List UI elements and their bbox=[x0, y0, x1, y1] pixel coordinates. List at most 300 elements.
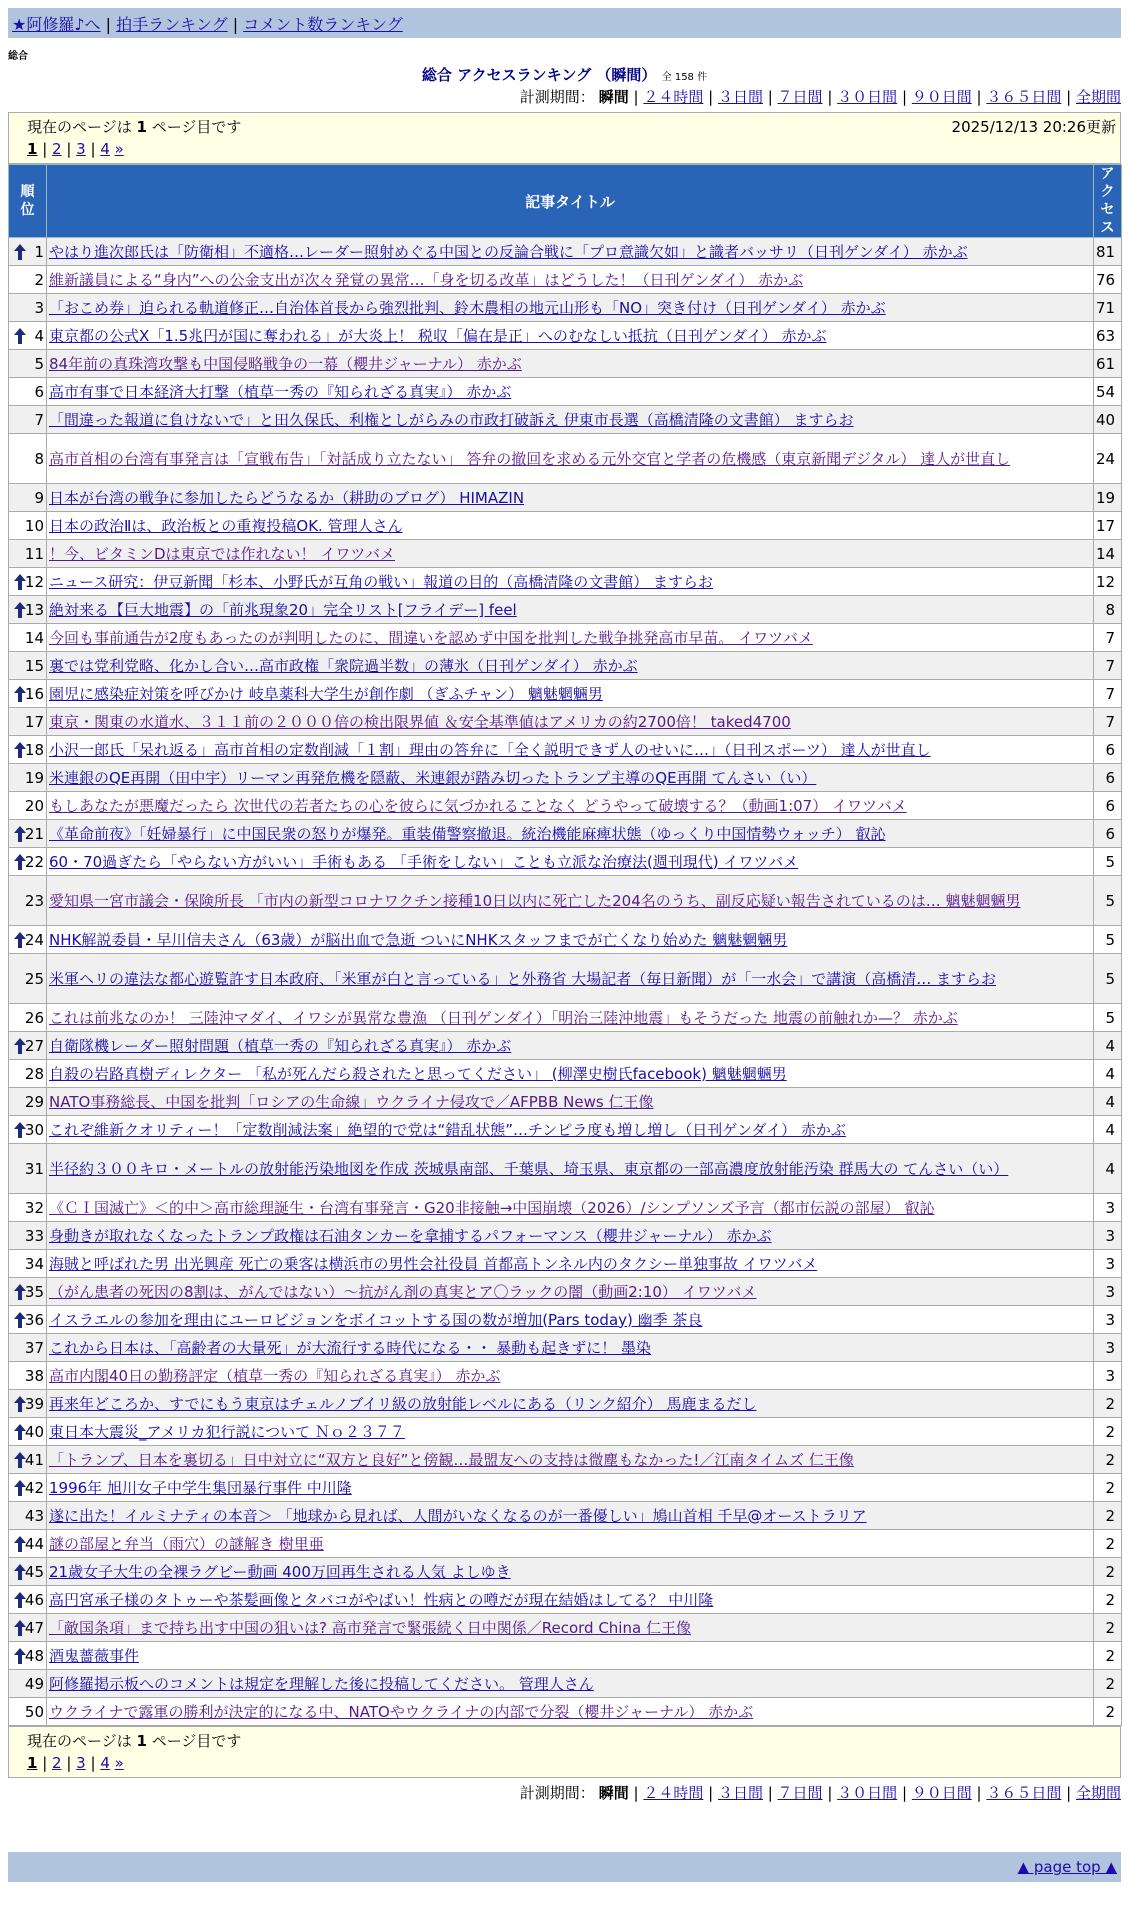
rank-cell bbox=[9, 1418, 47, 1446]
article-link[interactable]: NHK解説委員・早川信夫さん（63歳）が脳出血で急逝 ついにNHKスタッフまでが亡くなり始めた 魑魅魍魎男 bbox=[49, 930, 788, 949]
title-cell bbox=[47, 1362, 1094, 1390]
rank-number: 9 bbox=[34, 488, 44, 507]
rank-number: 15 bbox=[24, 656, 44, 675]
table-row bbox=[9, 1334, 1122, 1362]
article-link[interactable]: 日本の政治Ⅱは、政治板との重複投稿OK. 管理人さん bbox=[49, 516, 403, 535]
pager-link[interactable]: 4 bbox=[100, 1754, 110, 1772]
title-cell bbox=[47, 1088, 1094, 1116]
period-link[interactable]: ２４時間 bbox=[643, 88, 704, 106]
table-row bbox=[9, 1614, 1122, 1642]
access-count: 7 bbox=[1094, 680, 1122, 708]
period-current: 瞬間 bbox=[598, 88, 629, 106]
item-count: 全 158 件 bbox=[661, 72, 708, 83]
rank-number: 2 bbox=[34, 270, 44, 289]
article-link[interactable]: 絶対来る【巨大地震】の「前兆現象20」完全リスト[フライデー] feel bbox=[49, 600, 517, 619]
rank-number: 30 bbox=[24, 1120, 44, 1139]
access-count: 6 bbox=[1094, 736, 1122, 764]
footer-bar bbox=[8, 1852, 1121, 1882]
rank-up-arrow-icon bbox=[14, 1564, 26, 1580]
period-separator: | bbox=[897, 88, 912, 106]
rank-cell bbox=[9, 1502, 47, 1530]
table-row bbox=[9, 1530, 1122, 1558]
table-row bbox=[9, 1060, 1122, 1088]
rank-cell bbox=[9, 434, 47, 484]
rank-number: 7 bbox=[34, 410, 44, 429]
rank-number: 14 bbox=[24, 628, 44, 647]
rank-up-arrow-icon bbox=[14, 1284, 26, 1300]
access-count: 3 bbox=[1094, 1222, 1122, 1250]
access-count: 2 bbox=[1094, 1642, 1122, 1670]
rank-cell bbox=[9, 1670, 47, 1698]
access-count: 3 bbox=[1094, 1306, 1122, 1334]
article-link[interactable]: 「敵国条項」まで持ち出す中国の狙いは? 高市発言で緊張続く日中関係／Record China 仁王像 bbox=[49, 1618, 691, 1637]
article-link[interactable]: 今回も事前通告が2度もあったのが判明したのに、間違いを認めず中国を批判した戦争挑発高市早苗。 イワツバメ bbox=[49, 628, 813, 647]
rank-number: 28 bbox=[24, 1064, 44, 1083]
rank-number: 11 bbox=[24, 544, 44, 563]
article-link[interactable]: 半径約３００キロ・メートルの放射能汚染地図を作成 茨城県南部、千葉県、埼玉県、東京都の一部高濃度放射能汚染 群馬大の てんさい（い） bbox=[49, 1159, 1009, 1178]
top-nav-bar bbox=[8, 8, 1121, 38]
title-cell bbox=[47, 540, 1094, 568]
rank-cell bbox=[9, 1278, 47, 1306]
pager-separator: | bbox=[61, 140, 77, 158]
rank-cell bbox=[9, 294, 47, 322]
rank-cell bbox=[9, 1222, 47, 1250]
title-cell bbox=[47, 624, 1094, 652]
rank-up-arrow-icon bbox=[14, 1536, 26, 1552]
access-count: 2 bbox=[1094, 1502, 1122, 1530]
period-separator: | bbox=[703, 1784, 718, 1802]
rank-up-arrow-icon bbox=[14, 1480, 26, 1496]
title-cell bbox=[47, 792, 1094, 820]
rank-up-arrow-icon bbox=[14, 1424, 26, 1440]
table-row bbox=[9, 708, 1122, 736]
article-link[interactable]: 高市首相の台湾有事発言は「宣戦布告」「対話成り立たない」 答弁の撤回を求める元外交官と学者の危機感（東京新聞デジタル） 達人が世直し bbox=[49, 449, 1011, 468]
period-link[interactable]: ３０日間 bbox=[837, 88, 898, 106]
article-link[interactable]: 高市内閣40日の勤務評定（植草一秀の『知られざる真実』） 赤かぶ bbox=[49, 1366, 501, 1385]
access-count: 17 bbox=[1094, 512, 1122, 540]
access-count: 81 bbox=[1094, 238, 1122, 266]
table-row bbox=[9, 596, 1122, 624]
header-access: アクセス bbox=[1094, 165, 1122, 238]
period-link[interactable]: ３６５日間 bbox=[986, 1784, 1062, 1802]
title-cell bbox=[47, 1194, 1094, 1222]
period-label: 計測期間： bbox=[519, 88, 595, 106]
rank-number: 35 bbox=[24, 1282, 44, 1301]
rank-number: 3 bbox=[34, 298, 44, 317]
page-status: 現在のページは 1 ページ目です bbox=[27, 1732, 242, 1750]
access-count: 71 bbox=[1094, 294, 1122, 322]
table-row bbox=[9, 1670, 1122, 1698]
period-link[interactable]: ２４時間 bbox=[643, 1784, 704, 1802]
access-count: 61 bbox=[1094, 350, 1122, 378]
title-cell bbox=[47, 568, 1094, 596]
table-row bbox=[9, 1222, 1122, 1250]
rank-cell bbox=[9, 1614, 47, 1642]
title-cell bbox=[47, 1032, 1094, 1060]
table-row bbox=[9, 1418, 1122, 1446]
table-row bbox=[9, 294, 1122, 322]
article-link[interactable]: 21歳女子大生の全裸ラグビー動画 400万回再生される人気 よしゆき bbox=[49, 1562, 511, 1581]
title-cell bbox=[47, 1306, 1094, 1334]
article-link[interactable]: 阿修羅掲示板へのコメントは規定を理解した後に投稿してください。 管理人さん bbox=[49, 1674, 594, 1693]
access-count: 3 bbox=[1094, 1334, 1122, 1362]
period-link[interactable]: 全期間 bbox=[1075, 88, 1121, 106]
rank-number: 41 bbox=[24, 1450, 44, 1469]
article-link[interactable]: 84年前の真珠湾攻撃も中国侵略戦争の一幕（櫻井ジャーナル） 赤かぶ bbox=[49, 354, 522, 373]
period-separator: | bbox=[703, 88, 718, 106]
rank-cell bbox=[9, 652, 47, 680]
article-link[interactable]: イスラエルの参加を理由にユーロビジョンをボイコットする国の数が増加(Pars today) 幽季 茶良 bbox=[49, 1310, 703, 1329]
article-link[interactable]: 高市有事で日本経済大打撃（植草一秀の『知られざる真実』） 赤かぶ bbox=[49, 382, 512, 401]
pager-separator: | bbox=[85, 140, 101, 158]
article-link[interactable]: 身動きが取れなくなったトランプ政権は石油タンカーを拿捕するパフォーマンス（櫻井ジャーナル） 赤かぶ bbox=[49, 1226, 772, 1245]
article-link[interactable]: 自衛隊機レーダー照射問題（植草一秀の『知られざる真実』） 赤かぶ bbox=[49, 1036, 512, 1055]
rank-number: 48 bbox=[24, 1646, 44, 1665]
table-row bbox=[9, 1194, 1122, 1222]
access-count: 5 bbox=[1094, 848, 1122, 876]
title-cell bbox=[47, 1586, 1094, 1614]
title-cell bbox=[47, 322, 1094, 350]
access-count: 4 bbox=[1094, 1116, 1122, 1144]
title-cell bbox=[47, 1144, 1094, 1194]
rank-number: 17 bbox=[24, 712, 44, 731]
rank-cell bbox=[9, 954, 47, 1004]
rank-cell bbox=[9, 736, 47, 764]
access-count: 2 bbox=[1094, 1446, 1122, 1474]
rank-number: 16 bbox=[24, 684, 44, 703]
access-count: 2 bbox=[1094, 1586, 1122, 1614]
rank-number: 36 bbox=[24, 1310, 44, 1329]
header-rank: 順位 bbox=[9, 165, 47, 238]
article-link[interactable]: ニュース研究：伊豆新聞「杉本、小野氏が互角の戦い」報道の目的（高橋清隆の文書館） ますらお bbox=[49, 572, 714, 591]
rank-number: 21 bbox=[24, 824, 44, 843]
rank-number: 4 bbox=[34, 326, 44, 345]
title-cell bbox=[47, 1390, 1094, 1418]
article-link[interactable]: 東日本大震災_アメリカ犯行説について Ｎｏ２３７７ bbox=[49, 1422, 405, 1441]
article-link[interactable]: もしあなたが悪魔だったら 次世代の若者たちの心を彼らに気づかれることなく どうやって破壊する？（動画1:07） イワツバメ bbox=[49, 796, 907, 815]
article-link[interactable]: 維新議員による“身内”への公金支出が次々発覚の異常…「身を切る改革」はどうした！（日刊ゲンダイ） 赤かぶ bbox=[49, 270, 804, 289]
table-row bbox=[9, 1088, 1122, 1116]
period-selector-top bbox=[520, 86, 1121, 107]
pager-separator: | bbox=[85, 1754, 101, 1772]
rank-cell bbox=[9, 1306, 47, 1334]
rank-cell bbox=[9, 708, 47, 736]
table-row bbox=[9, 1446, 1122, 1474]
access-count: 6 bbox=[1094, 764, 1122, 792]
title-cell bbox=[47, 512, 1094, 540]
title-cell bbox=[47, 1502, 1094, 1530]
rank-cell bbox=[9, 624, 47, 652]
page-info-bottom bbox=[8, 1726, 1121, 1778]
period-current: 瞬間 bbox=[598, 1784, 629, 1802]
title-cell bbox=[47, 378, 1094, 406]
article-link[interactable]: 小沢一郎氏「呆れ返る」高市首相の定数削減「１割」理由の答弁に「全く説明できず人のせいに…」（日刊スポーツ） 達人が世直し bbox=[49, 740, 931, 759]
title-cell bbox=[47, 820, 1094, 848]
article-link[interactable]: 1996年 旭川女子中学生集団暴行事件 中川隆 bbox=[49, 1478, 352, 1497]
rank-cell bbox=[9, 1144, 47, 1194]
rank-number: 27 bbox=[24, 1036, 44, 1055]
title-cell bbox=[47, 1060, 1094, 1088]
title-cell bbox=[47, 266, 1094, 294]
period-link[interactable]: ７日間 bbox=[777, 1784, 823, 1802]
title-cell bbox=[47, 736, 1094, 764]
title-cell bbox=[47, 1670, 1094, 1698]
title-cell bbox=[47, 434, 1094, 484]
table-row bbox=[9, 238, 1122, 266]
period-separator: | bbox=[822, 88, 838, 106]
access-count: 7 bbox=[1094, 708, 1122, 736]
rank-number: 46 bbox=[24, 1590, 44, 1609]
rank-number: 23 bbox=[24, 891, 44, 910]
title-cell bbox=[47, 1614, 1094, 1642]
article-link[interactable]: 「おこめ券」迫られる軌道修正…自治体首長から強烈批判、鈴木農相の地元山形も「NO」突き付け（日刊ゲンダイ） 赤かぶ bbox=[49, 298, 886, 317]
table-row bbox=[9, 1586, 1122, 1614]
ranking-title-row bbox=[0, 64, 1129, 85]
rank-up-arrow-icon bbox=[14, 854, 26, 870]
title-cell bbox=[47, 926, 1094, 954]
pager-link[interactable]: 4 bbox=[100, 140, 110, 158]
rank-number: 33 bbox=[24, 1226, 44, 1245]
period-separator: | bbox=[971, 1784, 987, 1802]
access-count: 4 bbox=[1094, 1144, 1122, 1194]
period-link[interactable]: ３６５日間 bbox=[986, 88, 1062, 106]
article-link[interactable]: NATO事務総長、中国を批判「ロシアの生命線」ウクライナ侵攻で／AFPBB News 仁王像 bbox=[49, 1092, 654, 1111]
article-link[interactable]: 裏では党利党略、化かし合い…高市政権「衆院過半数」の薄氷（日刊ゲンダイ） 赤かぶ bbox=[49, 656, 638, 675]
article-link[interactable]: 《革命前夜》「妊婦暴行」に中国民衆の怒りが爆発。重装備警察撤退。統治機能麻痺状態（ゆっくり中国情勢ウォッチ） 叡訫 bbox=[49, 824, 886, 843]
pager-next[interactable]: » bbox=[114, 140, 124, 158]
rank-number: 25 bbox=[24, 969, 44, 988]
rank-up-arrow-icon bbox=[14, 1038, 26, 1054]
rank-up-arrow-icon bbox=[14, 1620, 26, 1636]
access-count: 2 bbox=[1094, 1530, 1122, 1558]
rank-up-arrow-icon bbox=[14, 574, 26, 590]
article-link[interactable]: 60・70過ぎたら「やらない方がいい」手術もある 「手術をしない」ことも立派な治療法(週刊現代) イワツバメ bbox=[49, 852, 799, 871]
rank-cell bbox=[9, 1334, 47, 1362]
clap-ranking-link[interactable]: 拍手ランキング bbox=[116, 15, 228, 34]
title-cell bbox=[47, 1558, 1094, 1586]
title-cell bbox=[47, 1222, 1094, 1250]
table-row bbox=[9, 848, 1122, 876]
table-row bbox=[9, 1390, 1122, 1418]
title-cell bbox=[47, 1698, 1094, 1726]
title-cell bbox=[47, 484, 1094, 512]
rank-cell bbox=[9, 926, 47, 954]
pager-link[interactable]: 3 bbox=[76, 1754, 86, 1772]
period-separator: | bbox=[1061, 88, 1076, 106]
table-row bbox=[9, 1004, 1122, 1032]
access-count: 5 bbox=[1094, 926, 1122, 954]
rank-cell bbox=[9, 764, 47, 792]
home-link[interactable]: ★阿修羅♪へ bbox=[12, 15, 101, 34]
table-row bbox=[9, 1306, 1122, 1334]
rank-number: 45 bbox=[24, 1562, 44, 1581]
article-link[interactable]: 愛知県一宮市議会・保険所長 「市内の新型コロナワクチン接種10日以内に死亡した204名のうち、副反応疑い報告されているのは… 魑魅魍魎男 bbox=[49, 891, 1021, 910]
ranking-table bbox=[8, 164, 1122, 1726]
period-link[interactable]: ３０日間 bbox=[837, 1784, 898, 1802]
article-link[interactable]: 遂に出た！イルミナティの本音＞ 「地球から見れば、人間がいなくなるのが一番優しい」鳩山首相 千早@オーストラリア bbox=[49, 1506, 867, 1525]
article-link[interactable]: これぞ維新クオリティー！「定数削減法案」絶望的で党は“錯乱状態”…チンピラ度も増し増し（日刊ゲンダイ） 赤かぶ bbox=[49, 1120, 846, 1139]
title-cell bbox=[47, 238, 1094, 266]
period-link[interactable]: ９０日間 bbox=[911, 1784, 972, 1802]
table-row bbox=[9, 652, 1122, 680]
rank-up-arrow-icon bbox=[14, 244, 26, 260]
article-link[interactable]: 謎の部屋と弁当（雨穴）の謎解き 樹里亜 bbox=[49, 1534, 324, 1553]
rank-cell bbox=[9, 1446, 47, 1474]
access-count: 7 bbox=[1094, 624, 1122, 652]
table-row bbox=[9, 1502, 1122, 1530]
title-cell bbox=[47, 1446, 1094, 1474]
article-link[interactable]: 海賊と呼ばれた男 出光興産 死亡の乗客は横浜市の男性会社役員 首都高トンネル内のタクシー単独事故 イワツバメ bbox=[49, 1254, 818, 1273]
access-count: 3 bbox=[1094, 1250, 1122, 1278]
pager-next[interactable]: » bbox=[114, 1754, 124, 1772]
table-row bbox=[9, 1474, 1122, 1502]
rank-up-arrow-icon bbox=[14, 686, 26, 702]
rank-cell bbox=[9, 406, 47, 434]
title-cell bbox=[47, 1530, 1094, 1558]
period-link[interactable]: ９０日間 bbox=[911, 88, 972, 106]
pager-separator: | bbox=[37, 1754, 53, 1772]
pager-link[interactable]: 3 bbox=[76, 140, 86, 158]
article-link[interactable]: ！今、ビタミンDは東京では作れない！ イワツバメ bbox=[49, 544, 396, 563]
table-row bbox=[9, 568, 1122, 596]
access-count: 24 bbox=[1094, 434, 1122, 484]
title-cell bbox=[47, 1250, 1094, 1278]
table-row bbox=[9, 736, 1122, 764]
pager-current[interactable]: 1 bbox=[27, 1754, 38, 1772]
rank-cell bbox=[9, 512, 47, 540]
rank-number: 20 bbox=[24, 796, 44, 815]
period-link[interactable]: 全期間 bbox=[1075, 1784, 1121, 1802]
rank-number: 34 bbox=[24, 1254, 44, 1273]
rank-number: 22 bbox=[24, 852, 44, 871]
rank-cell bbox=[9, 1362, 47, 1390]
rank-cell bbox=[9, 1586, 47, 1614]
article-link[interactable]: 自殺の岩路真樹ディレクター 「私が死んだら殺されたと思ってください」 (柳澤史樹氏facebook) 魑魅魍魎男 bbox=[49, 1064, 787, 1083]
period-link[interactable]: ３日間 bbox=[717, 1784, 763, 1802]
access-count: 63 bbox=[1094, 322, 1122, 350]
article-link[interactable]: 《ＣＩ国滅亡》＜的中＞高市総理誕生・台湾有事発言・G20非接触→中国崩壊（2026）/シンプソンズ予言（都市伝説の部屋） 叡訫 bbox=[49, 1198, 935, 1217]
article-link[interactable]: 「間違った報道に負けないで」と田久保氏、利権としがらみの市政打破訴え 伊東市長選（高橋清隆の文書館） ますらお bbox=[49, 410, 854, 429]
table-row bbox=[9, 434, 1122, 484]
article-link[interactable]: （がん患者の死因の8割は、がんではない）〜抗がん剤の真実とア〇ラックの闇（動画2:10） イワツバメ bbox=[49, 1282, 757, 1301]
rank-cell bbox=[9, 820, 47, 848]
rank-number: 19 bbox=[24, 768, 44, 787]
access-count: 5 bbox=[1094, 954, 1122, 1004]
period-separator: | bbox=[822, 1784, 838, 1802]
rank-number: 13 bbox=[24, 600, 44, 619]
article-link[interactable]: 東京都の公式X「1.5兆円が国に奪われる」が大炎上！ 税収「偏在是正」へのむなしい抵抗（日刊ゲンダイ） 赤かぶ bbox=[49, 326, 827, 345]
period-separator: | bbox=[762, 1784, 778, 1802]
article-link[interactable]: 再来年どころか、すでにもう東京はチェルノブイリ級の放射能レベルにある（リンク紹介） 馬鹿まるだし bbox=[49, 1394, 757, 1413]
category-label: 総合 bbox=[8, 51, 28, 62]
article-link[interactable]: 米軍ヘリの違法な都心遊覧許す日本政府、「米軍が白と言っている」と外務省 大場記者（毎日新聞）が「一水会」で講演（高橋清… ますらお bbox=[49, 969, 997, 988]
rank-up-arrow-icon bbox=[14, 1452, 26, 1468]
rank-number: 43 bbox=[24, 1506, 44, 1525]
title-cell bbox=[47, 954, 1094, 1004]
rank-number: 40 bbox=[24, 1422, 44, 1441]
article-link[interactable]: 日本が台湾の戦争に参加したらどうなるか（耕助のブログ） HIMAZIN bbox=[49, 488, 525, 507]
rank-number: 1 bbox=[34, 242, 44, 261]
comment-ranking-link[interactable]: コメント数ランキング bbox=[243, 15, 403, 34]
access-count: 4 bbox=[1094, 1032, 1122, 1060]
title-cell bbox=[47, 1116, 1094, 1144]
table-row bbox=[9, 792, 1122, 820]
rank-number: 47 bbox=[24, 1618, 44, 1637]
title-cell bbox=[47, 350, 1094, 378]
pager-separator: | bbox=[61, 1754, 77, 1772]
title-cell bbox=[47, 876, 1094, 926]
rank-up-arrow-icon bbox=[14, 1592, 26, 1608]
nav-separator: | bbox=[105, 15, 112, 34]
page-status: 現在のページは 1 ページ目です bbox=[27, 118, 242, 136]
access-count: 2 bbox=[1094, 1390, 1122, 1418]
article-link[interactable]: 酒鬼薔薇事件 bbox=[49, 1646, 140, 1665]
pager-bottom bbox=[27, 1754, 124, 1772]
rank-number: 5 bbox=[34, 354, 44, 373]
access-count: 2 bbox=[1094, 1558, 1122, 1586]
article-link[interactable]: これから日本は、「高齢者の大量死」が大流行する時代になる・・ 暴動も起きずに！ 墨染 bbox=[49, 1338, 652, 1357]
table-row bbox=[9, 512, 1122, 540]
rank-up-arrow-icon bbox=[14, 1312, 26, 1328]
article-link[interactable]: ウクライナで露軍の勝利が決定的になる中、NATOやウクライナの内部で分裂（櫻井ジャーナル） 赤かぶ bbox=[49, 1702, 754, 1721]
title-cell bbox=[47, 294, 1094, 322]
pager-link[interactable]: 2 bbox=[52, 1754, 62, 1772]
table-row bbox=[9, 764, 1122, 792]
title-cell bbox=[47, 764, 1094, 792]
article-link[interactable]: これは前兆なのか！ 三陸沖マダイ、イワシが異常な豊漁 （日刊ゲンダイ）「明治三陸沖地震」もそうだった 地震の前触れか—？ 赤かぶ bbox=[49, 1008, 958, 1027]
article-link[interactable]: 園児に感染症対策を呼びかけ 岐阜薬科大学生が創作劇 （ぎふチャン） 魑魅魍魎男 bbox=[49, 684, 603, 703]
article-link[interactable]: 「トランプ、日本を裏切る」日中対立に“双方と良好”と傍観…最盟友への支持は微塵もなかった!／江南タイムズ 仁王像 bbox=[49, 1450, 854, 1469]
rank-cell bbox=[9, 322, 47, 350]
title-cell bbox=[47, 848, 1094, 876]
rank-number: 18 bbox=[24, 740, 44, 759]
table-row bbox=[9, 926, 1122, 954]
access-count: 2 bbox=[1094, 1614, 1122, 1642]
pager-link[interactable]: 2 bbox=[52, 140, 62, 158]
title-cell bbox=[47, 596, 1094, 624]
pager-current[interactable]: 1 bbox=[27, 140, 38, 158]
rank-cell bbox=[9, 792, 47, 820]
title-cell bbox=[47, 1474, 1094, 1502]
rank-number: 12 bbox=[24, 572, 44, 591]
article-link[interactable]: 米連銀のQE再開（田中宇）リーマン再発危機を隠蔽、米連銀が踏み切ったトランプ主導のQE再開 てんさい（い） bbox=[49, 768, 817, 787]
rank-up-arrow-icon bbox=[14, 826, 26, 842]
rank-number: 8 bbox=[34, 449, 44, 468]
access-count: 7 bbox=[1094, 652, 1122, 680]
table-row bbox=[9, 350, 1122, 378]
table-row bbox=[9, 680, 1122, 708]
table-row bbox=[9, 1144, 1122, 1194]
access-count: 6 bbox=[1094, 792, 1122, 820]
article-link[interactable]: 東京・関東の水道水、３１１前の２０００倍の検出限界値 ＆安全基準値はアメリカの約2700倍！ taked4700 bbox=[49, 712, 791, 731]
rank-cell bbox=[9, 1698, 47, 1726]
rank-cell bbox=[9, 378, 47, 406]
period-link[interactable]: ３日間 bbox=[717, 88, 763, 106]
rank-number: 32 bbox=[24, 1198, 44, 1217]
period-selector-bottom bbox=[520, 1782, 1121, 1803]
access-count: 2 bbox=[1094, 1670, 1122, 1698]
access-count: 6 bbox=[1094, 820, 1122, 848]
period-separator: | bbox=[628, 1784, 644, 1802]
rank-number: 42 bbox=[24, 1478, 44, 1497]
page-top-link[interactable]: ▲ page top ▲ bbox=[1017, 1858, 1117, 1876]
article-link[interactable]: 高円宮承子様のタトゥーや茶髪画像とタバコがやばい！性病との噂だが現在結婚はしてる？ 中川隆 bbox=[49, 1590, 714, 1609]
rank-number: 50 bbox=[24, 1702, 44, 1721]
table-row bbox=[9, 378, 1122, 406]
period-link[interactable]: ７日間 bbox=[777, 88, 823, 106]
article-link[interactable]: やはり進次郎氏は「防衛相」不適格…レーダー照射めぐる中国との反論合戦に「プロ意識欠如」と識者バッサリ（日刊ゲンダイ） 赤かぶ bbox=[49, 242, 968, 261]
rank-number: 38 bbox=[24, 1366, 44, 1385]
